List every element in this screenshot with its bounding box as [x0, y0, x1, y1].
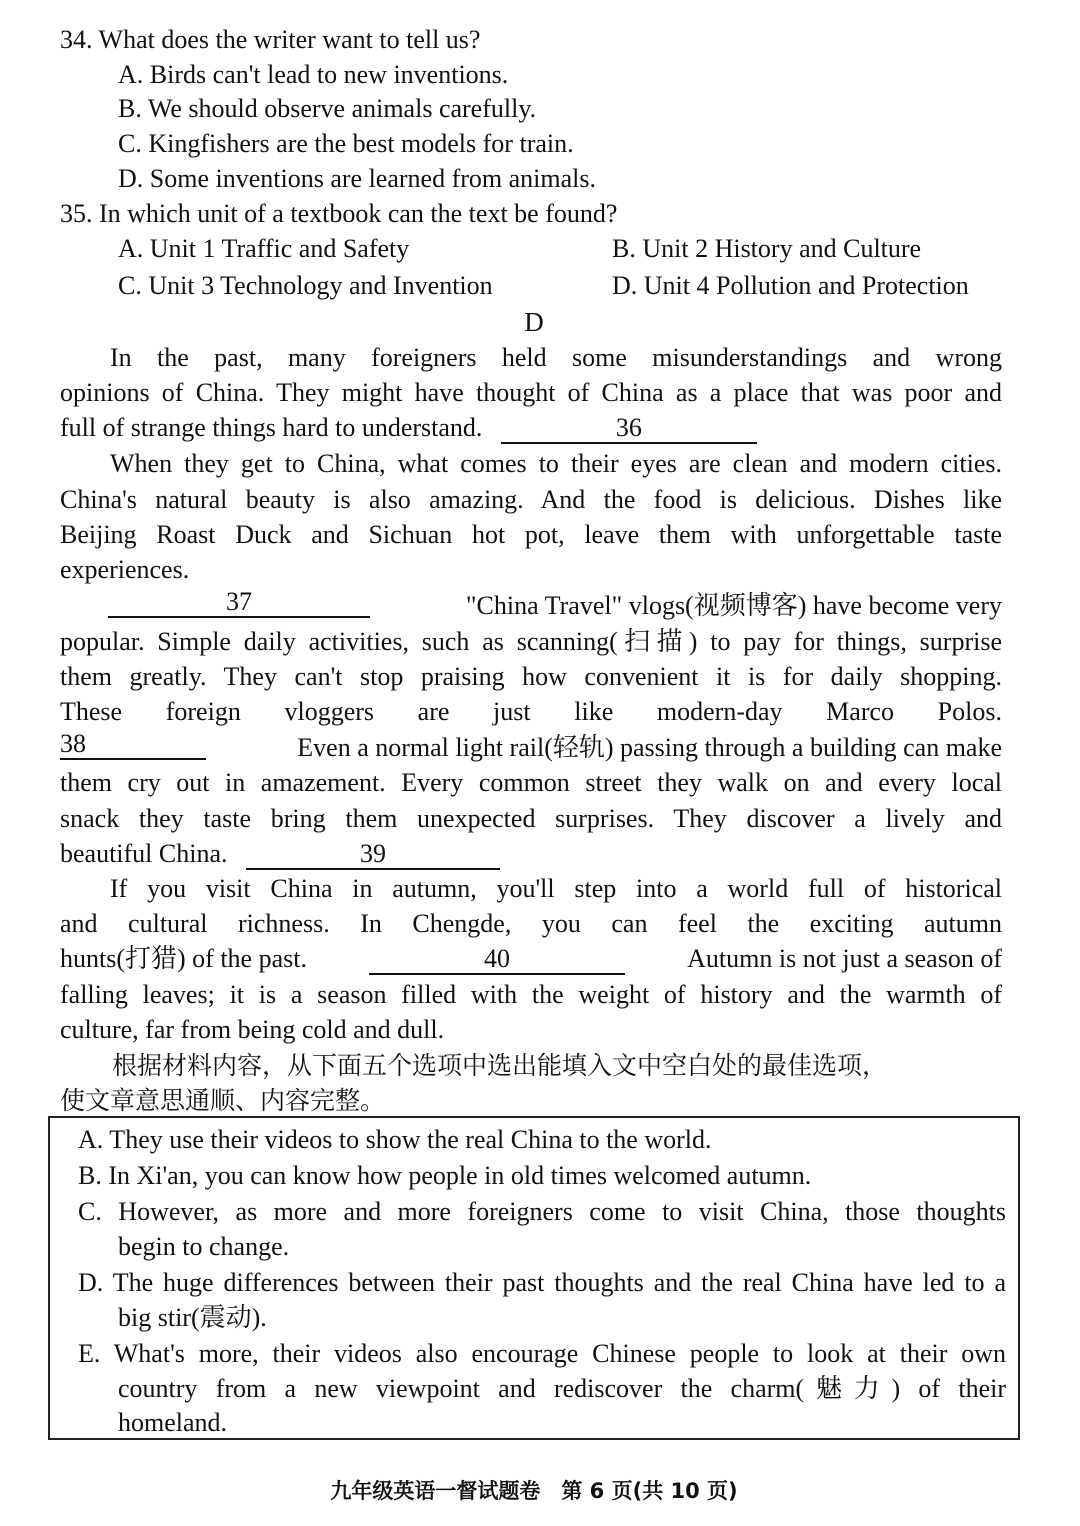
passage-line: In the past, many foreigners held some misunderstandings and wrong	[110, 343, 1002, 372]
choice-d: D. The huge differences between their past thoughts and the real China have led to a	[78, 1268, 1006, 1297]
passage-line: popular. Simple daily activities, such as scanning(扫描) to pay for things, surprise	[60, 627, 1002, 656]
passage-line: them cry out in amazement. Every common street they walk on and every local	[60, 768, 1002, 797]
passage-line	[108, 588, 1002, 623]
question-34-stem: 34. What does the writer want to tell us?	[60, 25, 481, 54]
passage-text: Autumn is not just a season of	[687, 944, 1002, 973]
blank-39[interactable]: 39	[246, 840, 500, 870]
passage-line: snack they taste bring them unexpected surprises. They discover a lively and	[60, 804, 1002, 833]
passage-line: If you visit China in autumn, you'll step into a world full of historical	[110, 874, 1002, 903]
passage-line	[60, 410, 1002, 445]
choice-e-cont: country from a new viewpoint and rediscover the charm(魅力) of their	[118, 1374, 1006, 1403]
choice-e-cont: homeland.	[118, 1408, 228, 1437]
question-34-option-b: B. We should observe animals carefully.	[118, 94, 537, 123]
blank-38[interactable]: 38	[60, 730, 206, 760]
passage-line: falling leaves; it is a season filled with the weight of history and the warmth of	[60, 980, 1002, 1009]
choice-c: C. However, as more and more foreigners come to visit China, those thoughts	[78, 1197, 1006, 1226]
passage-text: hunts(打猎) of the past.	[60, 944, 307, 973]
question-34-option-a: A. Birds can't lead to new inventions.	[118, 60, 509, 89]
question-35-option-b: B. Unit 2 History and Culture	[612, 234, 922, 263]
passage-line: culture, far from being cold and dull.	[60, 1015, 445, 1044]
question-34-option-d: D. Some inventions are learned from animals.	[118, 164, 596, 193]
passage-line: Beijing Roast Duck and Sichuan hot pot, leave them with unforgettable taste	[60, 520, 1002, 549]
question-34-option-c: C. Kingfishers are the best models for train.	[118, 129, 574, 158]
choice-a: A. They use their videos to show the real China to the world.	[78, 1125, 712, 1154]
passage-line	[60, 941, 1002, 976]
choice-e: E. What's more, their videos also encourage Chinese people to look at their own	[78, 1339, 1006, 1368]
passage-line: experiences.	[60, 555, 190, 584]
options-box	[48, 1116, 1020, 1440]
passage-line: them greatly. They can't stop praising how convenient it is for daily shopping.	[60, 662, 1002, 691]
instruction-line: 使文章意思通顺、内容完整。	[60, 1086, 386, 1115]
page-footer: 九年级英语一督试题卷 第 6 页(共 10 页)	[330, 1479, 738, 1503]
question-35-option-c: C. Unit 3 Technology and Invention	[118, 271, 493, 300]
section-heading: D	[524, 307, 544, 337]
choice-c-cont: begin to change.	[118, 1232, 290, 1261]
passage-line: opinions of China. They might have thought of China as a place that was poor and	[60, 378, 1002, 407]
blank-40[interactable]: 40	[369, 945, 625, 975]
passage-text: beautiful China.	[60, 839, 228, 868]
choice-d-cont: big stir(震动).	[118, 1303, 267, 1332]
blank-37[interactable]: 37	[108, 588, 370, 618]
question-35-option-d: D. Unit 4 Pollution and Protection	[612, 271, 969, 300]
passage-line: and cultural richness. In Chengde, you can feel the exciting autumn	[60, 909, 1002, 938]
question-35-option-a: A. Unit 1 Traffic and Safety	[118, 234, 410, 263]
passage-line: China's natural beauty is also amazing. And the food is delicious. Dishes like	[60, 485, 1002, 514]
blank-36[interactable]: 36	[501, 414, 757, 444]
passage-line	[60, 730, 1002, 765]
choice-b: B. In Xi'an, you can know how people in old times welcomed autumn.	[78, 1161, 812, 1190]
passage-text: full of strange things hard to understand.	[60, 413, 483, 442]
question-35-stem: 35. In which unit of a textbook can the text be found?	[60, 199, 618, 228]
passage-line: These foreign vloggers are just like modern-day Marco Polos.	[60, 697, 1002, 726]
passage-text: Even a normal light rail(轻轨) passing through a building can make	[297, 733, 1002, 762]
instruction-line: 根据材料内容，从下面五个选项中选出能填入文中空白处的最佳选项，	[112, 1051, 888, 1080]
passage-line	[60, 836, 1002, 871]
passage-line: When they get to China, what comes to their eyes are clean and modern cities.	[110, 449, 1002, 478]
passage-text: "China Travel" vlogs(视频博客) have become very	[465, 591, 1002, 620]
